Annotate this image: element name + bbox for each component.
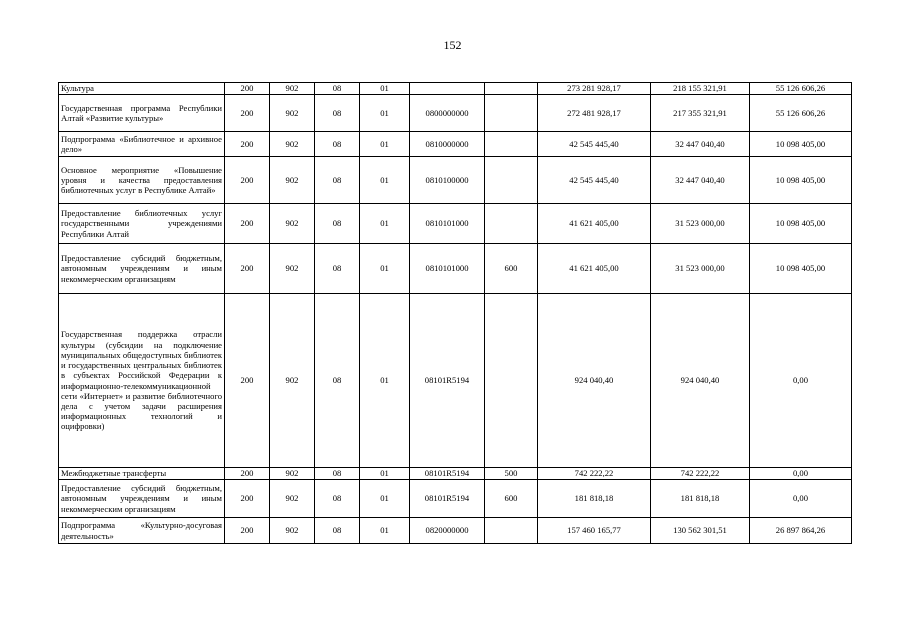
amount-1-cell: 273 281 928,17	[538, 83, 651, 95]
expense-type-cell	[485, 132, 538, 157]
amount-1-cell: 41 621 405,00	[538, 204, 651, 244]
expense-type-cell	[485, 157, 538, 204]
table-row	[59, 132, 852, 157]
amount-2-cell: 924 040,40	[651, 294, 750, 468]
code-cell: 200	[225, 244, 270, 294]
code-cell: 200	[225, 132, 270, 157]
row-name-cell: Предоставление субсидий бюджетным, автономным учреждениям и иным некоммерческим организациям	[59, 244, 225, 294]
subsection-code-cell: 01	[360, 294, 410, 468]
table-row	[59, 244, 852, 294]
amount-1-cell: 157 460 165,77	[538, 518, 651, 544]
code-cell: 200	[225, 294, 270, 468]
amount-3-cell: 55 126 606,26	[750, 83, 852, 95]
target-article-cell: 0810000000	[410, 132, 485, 157]
section-code-cell: 08	[315, 204, 360, 244]
ministry-code-cell: 902	[270, 244, 315, 294]
row-name-cell: Предоставление библиотечных услуг государственными учреждениями Республики Алтай	[59, 204, 225, 244]
amount-3-cell: 10 098 405,00	[750, 244, 852, 294]
amount-3-cell: 10 098 405,00	[750, 157, 852, 204]
subsection-code-cell: 01	[360, 480, 410, 518]
section-code-cell: 08	[315, 480, 360, 518]
ministry-code-cell: 902	[270, 95, 315, 132]
ministry-code-cell: 902	[270, 83, 315, 95]
code-cell: 200	[225, 468, 270, 480]
amount-2-cell: 742 222,22	[651, 468, 750, 480]
target-article-cell: 0810101000	[410, 244, 485, 294]
amount-2-cell: 31 523 000,00	[651, 204, 750, 244]
amount-3-cell: 0,00	[750, 480, 852, 518]
target-article-cell: 0800000000	[410, 95, 485, 132]
section-code-cell: 08	[315, 244, 360, 294]
amount-2-cell: 217 355 321,91	[651, 95, 750, 132]
amount-3-cell: 0,00	[750, 468, 852, 480]
amount-2-cell: 218 155 321,91	[651, 83, 750, 95]
expense-type-cell	[485, 204, 538, 244]
table-row	[59, 83, 852, 95]
row-name-cell: Государственная программа Республики Алтай «Развитие культуры»	[59, 95, 225, 132]
section-code-cell: 08	[315, 468, 360, 480]
subsection-code-cell: 01	[360, 204, 410, 244]
code-cell: 200	[225, 157, 270, 204]
amount-3-cell: 0,00	[750, 294, 852, 468]
amount-1-cell: 42 545 445,40	[538, 157, 651, 204]
amount-2-cell: 181 818,18	[651, 480, 750, 518]
amount-1-cell: 42 545 445,40	[538, 132, 651, 157]
expense-type-cell	[485, 518, 538, 544]
section-code-cell: 08	[315, 518, 360, 544]
expense-type-cell	[485, 294, 538, 468]
code-cell: 200	[225, 518, 270, 544]
ministry-code-cell: 902	[270, 468, 315, 480]
code-cell: 200	[225, 480, 270, 518]
amount-2-cell: 32 447 040,40	[651, 157, 750, 204]
section-code-cell: 08	[315, 294, 360, 468]
ministry-code-cell: 902	[270, 204, 315, 244]
budget-table	[58, 82, 852, 544]
ministry-code-cell: 902	[270, 480, 315, 518]
expense-type-cell	[485, 95, 538, 132]
target-article-cell	[410, 83, 485, 95]
amount-3-cell: 26 897 864,26	[750, 518, 852, 544]
subsection-code-cell: 01	[360, 157, 410, 204]
target-article-cell: 0810101000	[410, 204, 485, 244]
row-name-cell: Культура	[59, 83, 225, 95]
subsection-code-cell: 01	[360, 244, 410, 294]
target-article-cell: 08101R5194	[410, 480, 485, 518]
page-number: 152	[443, 38, 462, 52]
amount-1-cell: 181 818,18	[538, 480, 651, 518]
expense-type-cell: 600	[485, 244, 538, 294]
target-article-cell: 0810100000	[410, 157, 485, 204]
code-cell: 200	[225, 95, 270, 132]
amount-3-cell: 10 098 405,00	[750, 204, 852, 244]
row-name-cell: Межбюджетные трансферты	[59, 468, 225, 480]
subsection-code-cell: 01	[360, 518, 410, 544]
amount-1-cell: 272 481 928,17	[538, 95, 651, 132]
expense-type-cell	[485, 83, 538, 95]
amount-3-cell: 55 126 606,26	[750, 95, 852, 132]
ministry-code-cell: 902	[270, 132, 315, 157]
row-name-cell: Основное мероприятие «Повышение уровня и качества предоставления библиотечных услуг в Республике Алтай»	[59, 157, 225, 204]
ministry-code-cell: 902	[270, 518, 315, 544]
row-name-cell: Государственная поддержка отрасли культуры (субсидии на подключение муниципальных общедоступных библиотек и государственных центральных библиотек в субъектах Российской Федерации к информационно-телекоммуникационной сети «Интернет» и развитие библиотечного дела с учетом задачи расширения информационных технологий и оцифровки)	[59, 294, 225, 468]
table-row	[59, 518, 852, 544]
amount-2-cell: 130 562 301,51	[651, 518, 750, 544]
subsection-code-cell: 01	[360, 132, 410, 157]
section-code-cell: 08	[315, 132, 360, 157]
expense-type-cell: 500	[485, 468, 538, 480]
amount-2-cell: 32 447 040,40	[651, 132, 750, 157]
section-code-cell: 08	[315, 157, 360, 204]
row-name-cell: Предоставление субсидий бюджетным, автономным учреждениям и иным некоммерческим организациям	[59, 480, 225, 518]
target-article-cell: 08101R5194	[410, 468, 485, 480]
amount-3-cell: 10 098 405,00	[750, 132, 852, 157]
ministry-code-cell: 902	[270, 294, 315, 468]
target-article-cell: 0820000000	[410, 518, 485, 544]
table-row	[59, 468, 852, 480]
section-code-cell: 08	[315, 95, 360, 132]
amount-1-cell: 924 040,40	[538, 294, 651, 468]
amount-2-cell: 31 523 000,00	[651, 244, 750, 294]
table-row	[59, 294, 852, 468]
code-cell: 200	[225, 204, 270, 244]
row-name-cell: Подпрограмма «Библиотечное и архивное дело»	[59, 132, 225, 157]
subsection-code-cell: 01	[360, 95, 410, 132]
amount-1-cell: 742 222,22	[538, 468, 651, 480]
table-row	[59, 204, 852, 244]
ministry-code-cell: 902	[270, 157, 315, 204]
target-article-cell: 08101R5194	[410, 294, 485, 468]
expense-type-cell: 600	[485, 480, 538, 518]
amount-1-cell: 41 621 405,00	[538, 244, 651, 294]
subsection-code-cell: 01	[360, 468, 410, 480]
subsection-code-cell: 01	[360, 83, 410, 95]
code-cell: 200	[225, 83, 270, 95]
table-row	[59, 157, 852, 204]
table-row	[59, 95, 852, 132]
section-code-cell: 08	[315, 83, 360, 95]
table-row	[59, 480, 852, 518]
row-name-cell: Подпрограмма «Культурно-досуговая деятельность»	[59, 518, 225, 544]
